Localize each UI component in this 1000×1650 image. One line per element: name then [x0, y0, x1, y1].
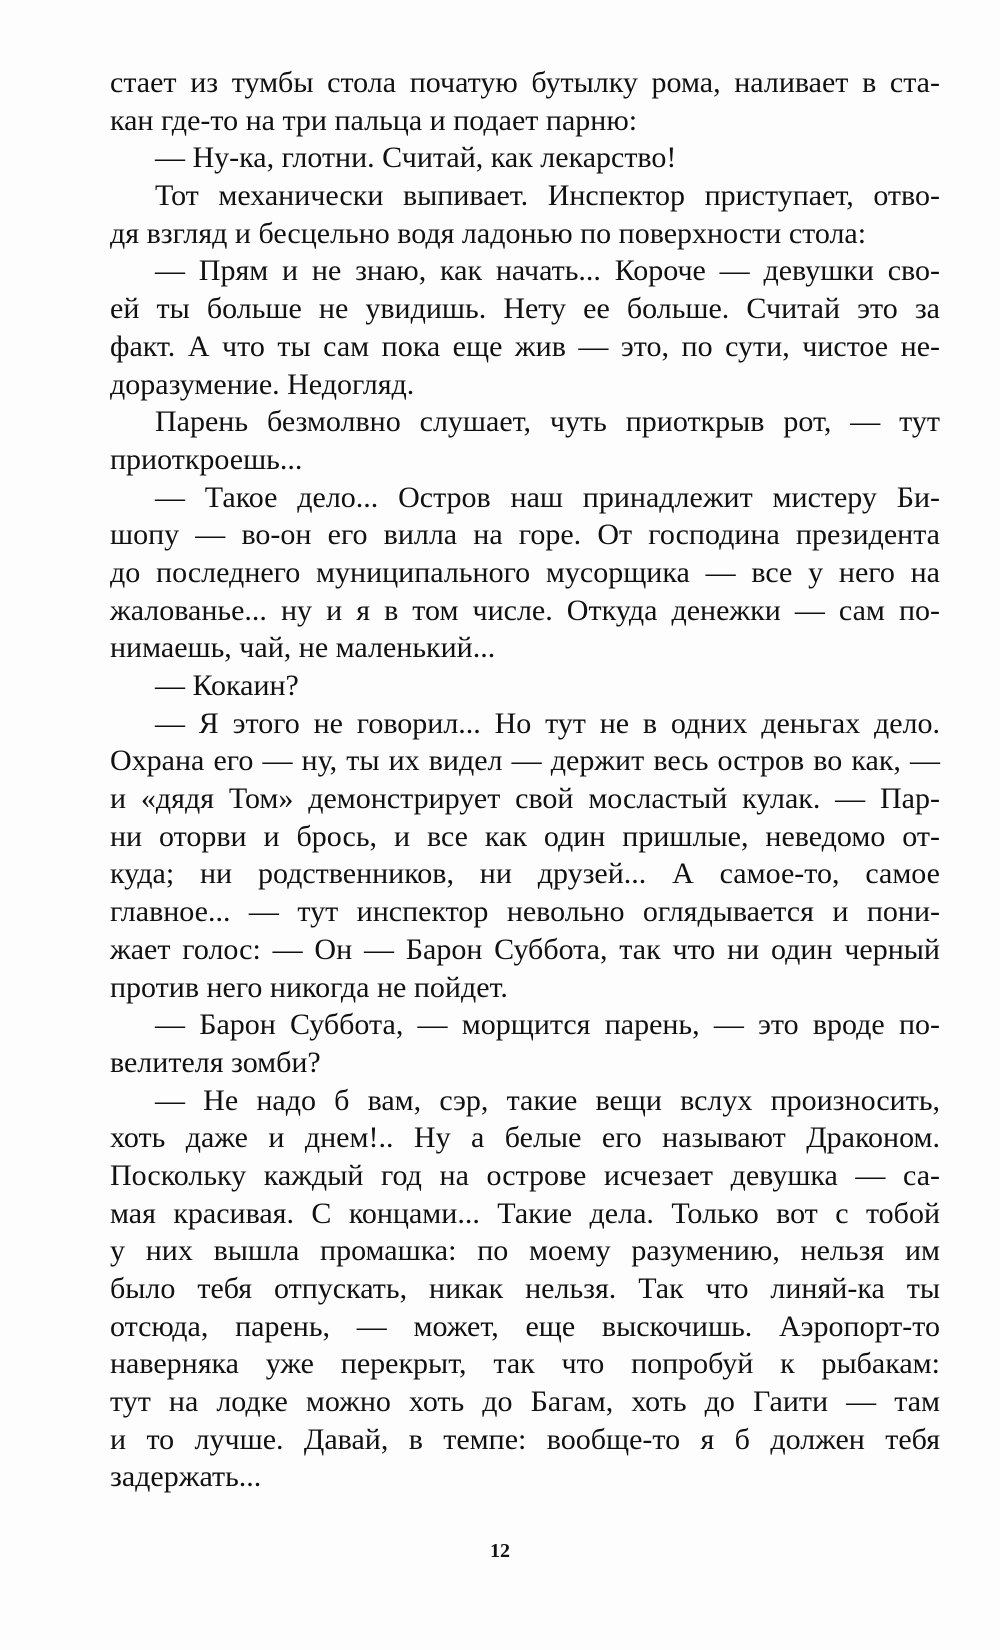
text-line: хоть даже и днем!.. Ну а белые его называют Драконом.	[110, 1121, 940, 1155]
text-line: куда; ни родственников, ни друзей... А самое-то, самое	[110, 857, 940, 891]
text-line: жает голос: — Он — Барон Суббота, так что ни один черный	[110, 932, 940, 966]
text-line: — Кокаин?	[155, 669, 299, 702]
text-line: задержать...	[110, 1460, 262, 1494]
text-line: факт. А что ты сам пока еще жив — это, по сути, чистое не-	[110, 329, 940, 363]
text-line: Поскольку каждый год на острове исчезает девушка — са-	[110, 1158, 940, 1192]
text-line: наверняка уже перекрыт, так что попробуй к рыбакам:	[110, 1347, 940, 1381]
text-line: — Прям и не знаю, как начать... Короче — девушки сво-	[155, 254, 940, 288]
text-line: было тебя отпускать, никак нельзя. Так что линяй-ка ты	[110, 1272, 940, 1305]
text-line: ни оторви и брось, и все как один пришлые, неведомо от-	[110, 819, 940, 853]
text-line: главное... — тут инспектор невольно оглядывается и пони-	[110, 895, 940, 929]
page-number: 12	[490, 1540, 510, 1562]
text-line: доразумение. Недогляд.	[110, 367, 415, 401]
text-line: — Барон Суббота, — морщится парень, — это вроде по-	[155, 1008, 940, 1042]
text-line: нимаешь, чай, не маленький...	[110, 631, 496, 665]
text-line: Парень безмолвно слушает, чуть приоткрыв рот, — тут	[155, 405, 940, 439]
text-line: кан где-то на три пальца и подает парню:	[110, 103, 638, 137]
page-body-text	[110, 64, 940, 1496]
text-line: стает из тумбы стола початую бутылку рома, наливает в ста-	[110, 66, 940, 99]
text-line: отсюда, парень, — может, еще выскочишь. Аэропорт-то	[110, 1309, 940, 1343]
text-line: Тот механически выпивает. Инспектор приступает, отво-	[155, 179, 940, 213]
text-line: — Не надо б вам, сэр, такие вещи вслух произносить,	[155, 1083, 940, 1117]
text-line: тут на лодке можно хоть до Багам, хоть до Гаити — там	[110, 1385, 940, 1419]
text-line: велителя зомби?	[110, 1045, 321, 1079]
text-line: шопу — во-он его вилла на горе. От господина президента	[110, 518, 940, 552]
text-line: приоткроешь...	[110, 442, 303, 476]
text-line: — Я этого не говорил... Но тут не в одних деньгах дело.	[155, 706, 940, 740]
text-line: и «дядя Том» демонстрирует свой мосластый кулак. — Пар-	[110, 782, 940, 816]
text-line: — Такое дело... Остров наш принадлежит мистеру Би-	[155, 480, 940, 514]
text-line: ей ты больше не увидишь. Нету ее больше. Считай это за	[110, 292, 940, 326]
text-line: дя взгляд и бесцельно водя ладонью по поверхности стола:	[110, 216, 867, 250]
text-line: мая красивая. С концами... Такие дела. Только вот с тобой	[110, 1196, 940, 1230]
text-line: против него никогда не пойдет.	[110, 970, 508, 1004]
text-line: до последнего муниципального мусорщика — все у него на	[110, 555, 940, 589]
text-line: — Ну-ка, глотни. Считай, как лекарство!	[155, 141, 677, 175]
text-line: и то лучше. Давай, в темпе: вообще-то я б должен тебя	[110, 1422, 940, 1456]
text-line: у них вышла промашка: по моему разумению, нельзя им	[110, 1234, 940, 1268]
text-line: Охрана его — ну, ты их видел — держит весь остров во как, —	[110, 744, 940, 778]
text-line: жалованье... ну и я в том числе. Откуда денежки — сам по-	[110, 593, 940, 627]
